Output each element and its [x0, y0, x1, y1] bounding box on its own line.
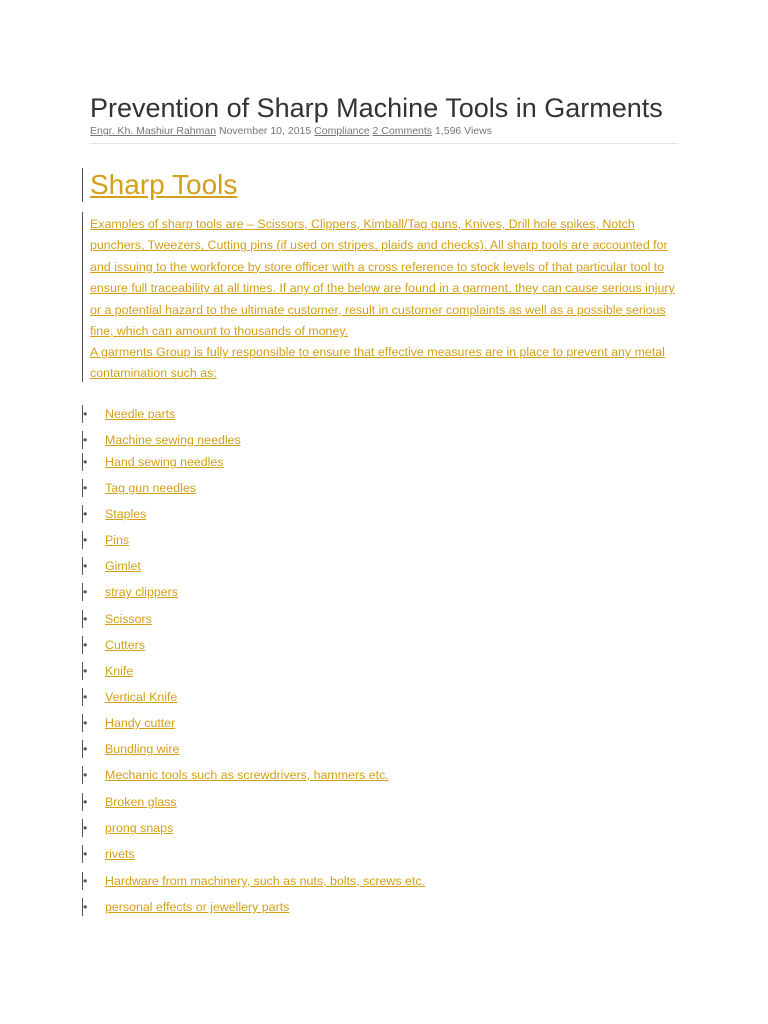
bullet-marker: • [83, 612, 88, 626]
list-item[interactable] [82, 453, 223, 471]
view-count: 1,596 Views [434, 125, 492, 137]
bullet-marker: • [83, 559, 88, 573]
bullet-marker: • [83, 900, 88, 914]
list-item-label: Gimlet [105, 559, 141, 573]
bullet-marker: • [83, 742, 88, 756]
list-item[interactable] [82, 583, 178, 601]
list-item[interactable] [82, 740, 179, 758]
list-item[interactable] [82, 845, 135, 863]
bullet-marker: • [83, 407, 88, 421]
bullet-marker: • [83, 847, 88, 861]
section-heading[interactable]: Sharp Tools [90, 169, 238, 200]
list-item[interactable] [82, 405, 175, 423]
meta-divider [90, 143, 678, 144]
list-item[interactable] [82, 688, 177, 706]
list-item[interactable] [82, 793, 177, 811]
list-item[interactable] [82, 479, 196, 497]
bullet-marker: • [83, 874, 88, 888]
list-item[interactable] [82, 872, 425, 890]
list-item-label: rivets [105, 847, 135, 861]
list-item-label: Broken glass [105, 795, 177, 809]
list-item-label: Pins [105, 533, 130, 547]
list-item[interactable] [82, 766, 389, 784]
paragraph-left-border [82, 212, 83, 382]
list-item-label: Tag gun needles [105, 481, 196, 495]
bullet-marker: • [83, 768, 88, 782]
list-item-label: personal effects or jewellery parts [105, 900, 290, 914]
list-item[interactable] [82, 431, 241, 449]
list-item-label: Bundling wire [105, 742, 180, 756]
comments-link[interactable]: 2 Comments [372, 125, 433, 137]
bullet-marker: • [83, 433, 88, 447]
bullet-marker: • [83, 690, 88, 704]
list-item-label: Scissors [105, 612, 152, 626]
list-item-label: Hand sewing needles [105, 455, 224, 469]
list-item[interactable] [82, 714, 175, 732]
bullet-marker: • [83, 638, 88, 652]
intro-paragraph[interactable]: Examples of sharp tools are – Scissors, Clippers, Kimball/Tag guns, Knives, Drill hole spikes, Notch punchers, Tweezers, Cutting pins (if used on stripes, plaids and checks). All sharp tools are accounted for and issuing to the workforce by store officer with a cross reference to stock levels of that particular tool to ensure full traceability at all times. If any of the below are found in a garment, they can cause serious injury or a potential hazard to the ultimate customer, result in customer complaints as well as a possible serious fine, which can amount to thousands of money. [90, 217, 675, 339]
author-link[interactable]: Engr. Kh. Mashiur Rahman [90, 125, 217, 137]
bullet-marker: • [83, 664, 88, 678]
list-item[interactable] [82, 531, 129, 549]
heading-left-border [82, 168, 83, 202]
list-item-label: Hardware from machinery, such as nuts, bolts, screws etc. [105, 874, 425, 888]
contamination-paragraph[interactable]: A garments Group is fully responsible to ensure that effective measures are in place to prevent any metal contamination such as: [90, 345, 665, 381]
article-meta [90, 124, 492, 138]
list-item[interactable] [82, 662, 133, 680]
bullet-marker: • [83, 716, 88, 730]
list-item[interactable] [82, 819, 173, 837]
list-item-label: Needle parts [105, 407, 176, 421]
list-item-label: stray clippers [105, 585, 178, 599]
list-item-label: Cutters [105, 638, 145, 652]
list-item[interactable] [82, 557, 141, 575]
bullet-marker: • [83, 455, 88, 469]
bullet-marker: • [83, 533, 88, 547]
list-item[interactable] [82, 505, 146, 523]
bullet-marker: • [83, 795, 88, 809]
list-item-label: Machine sewing needles [105, 433, 241, 447]
bullet-marker: • [83, 481, 88, 495]
list-item[interactable] [82, 636, 145, 654]
list-item[interactable] [82, 610, 152, 628]
article-title: Prevention of Sharp Machine Tools in Garments [90, 93, 663, 123]
list-item-label: Knife [105, 664, 134, 678]
category-link[interactable]: Compliance [314, 125, 370, 137]
list-item-label: Vertical Knife [105, 690, 178, 704]
list-item-label: Mechanic tools such as screwdrivers, hammers etc. [105, 768, 389, 782]
list-item-label: Handy cutter [105, 716, 176, 730]
list-item-label: Staples [105, 507, 147, 521]
bullet-marker: • [83, 585, 88, 599]
bullet-marker: • [83, 507, 88, 521]
post-date: November 10, 2015 [218, 125, 312, 137]
bullet-marker: • [83, 821, 88, 835]
list-item-label: prong snaps [105, 821, 174, 835]
list-item[interactable] [82, 898, 289, 916]
